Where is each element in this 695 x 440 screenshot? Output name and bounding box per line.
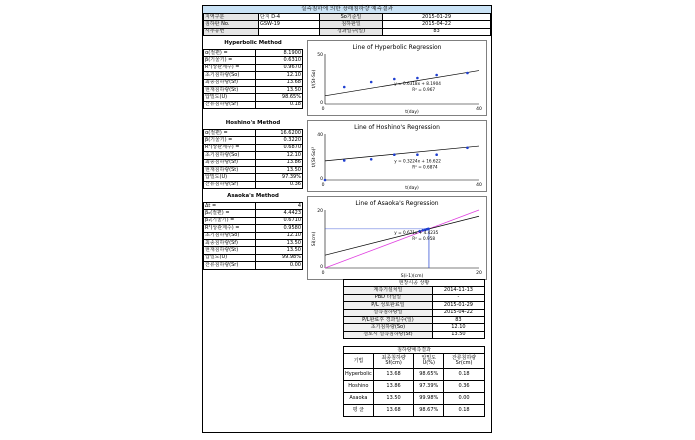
param-row bbox=[204, 64, 303, 71]
data-point bbox=[343, 159, 346, 162]
param-value: 13.50 bbox=[256, 239, 303, 246]
y-tick-label: 0 bbox=[320, 265, 323, 270]
param-row bbox=[204, 94, 303, 101]
r-squared-label: R² = 0.6874 bbox=[412, 164, 438, 170]
param-row bbox=[204, 166, 303, 173]
data-point bbox=[324, 179, 327, 182]
param-label: R²(상관계수) = bbox=[204, 225, 256, 232]
param-row bbox=[204, 159, 303, 166]
param-row bbox=[204, 152, 303, 159]
param-row bbox=[204, 181, 303, 188]
param-label: 압밀도(U) bbox=[204, 254, 256, 261]
param-row bbox=[204, 144, 303, 151]
param-value: 0.6710 bbox=[256, 217, 303, 224]
asaoka-heading: Asaoka's Method bbox=[227, 193, 279, 199]
results-cell: 평 균 bbox=[344, 405, 374, 417]
hyperbolic-heading: Hyperbolic Method bbox=[224, 40, 282, 46]
param-value: 16.6200 bbox=[256, 130, 303, 137]
x-axis-label: S(i-1)(cm) bbox=[400, 274, 424, 279]
meta-value: 83 bbox=[383, 28, 491, 35]
x-axis-label: t(day) bbox=[405, 186, 419, 191]
meta-label: 경과일수(일) bbox=[320, 28, 383, 35]
regression-equation: y = 0.6318x + 8.1904 bbox=[394, 81, 441, 86]
asaoka-chart bbox=[307, 196, 487, 280]
report-title: 실측침하에 의한 장래침하량 예측결과 bbox=[203, 6, 491, 14]
param-value: 12.10 bbox=[256, 152, 303, 159]
data-point bbox=[435, 74, 438, 77]
site-row bbox=[344, 302, 485, 309]
meta-label: So기준일 bbox=[320, 14, 383, 21]
param-label: α(절편) = bbox=[204, 50, 256, 57]
x-tick-label: 40 bbox=[476, 183, 482, 188]
param-label: β₀(절편) = bbox=[204, 210, 256, 217]
param-value: 0.18 bbox=[256, 101, 303, 108]
x-tick-label: 0 bbox=[321, 183, 325, 188]
results-heading-row bbox=[344, 347, 485, 354]
results-cell: 13.68 bbox=[373, 405, 414, 417]
meta-value: 단지 D-4 bbox=[259, 14, 320, 21]
param-row bbox=[204, 232, 303, 239]
param-label: β₁(기울기) = bbox=[204, 217, 256, 224]
site-row bbox=[344, 309, 485, 316]
chart-title: Line of Asaoka's Regression bbox=[355, 200, 439, 207]
results-cell: 0.18 bbox=[444, 405, 485, 417]
meta-value bbox=[259, 28, 320, 35]
r-squared-label: R² = 0.958 bbox=[412, 236, 436, 241]
param-label: R²(상관계수) = bbox=[204, 144, 256, 151]
param-value: 99.98% bbox=[256, 254, 303, 261]
param-value: 0.9580 bbox=[256, 225, 303, 232]
hyperbolic-chart bbox=[307, 40, 487, 116]
param-value: 0.9670 bbox=[256, 64, 303, 71]
results-heading: 침하량예측결과 bbox=[344, 347, 485, 354]
param-row bbox=[204, 130, 303, 137]
data-point bbox=[435, 153, 438, 156]
results-header-cell: 압밀도 U(%) bbox=[414, 354, 444, 369]
site-row bbox=[344, 294, 485, 301]
param-value: 0.6310 bbox=[256, 57, 303, 64]
meta-value: 2015-04-22 bbox=[383, 21, 491, 28]
data-point bbox=[466, 147, 469, 150]
site-value: - bbox=[432, 294, 484, 301]
meta-label: 시추공번 bbox=[204, 28, 259, 35]
y-tick-label: 20 bbox=[317, 209, 323, 214]
y-axis-label: Si(cm) bbox=[312, 231, 317, 247]
site-label: 검토시 실측침하량(St) bbox=[344, 331, 433, 338]
x-tick-label: 0 bbox=[321, 271, 325, 276]
site-row bbox=[344, 316, 485, 323]
param-label: β(기울기) = bbox=[204, 57, 256, 64]
results-header-cell: 잔류침하량 Sr(cm) bbox=[444, 354, 485, 369]
site-value: 2015-04-22 bbox=[432, 309, 484, 316]
param-label: 잔류침하량(Sr) bbox=[204, 101, 256, 108]
param-label: α(절편) = bbox=[204, 130, 256, 137]
site-table bbox=[343, 279, 485, 339]
site-row bbox=[344, 324, 485, 331]
results-row bbox=[344, 405, 485, 417]
results-cell: 98.67% bbox=[414, 405, 444, 417]
site-heading-row bbox=[344, 280, 485, 287]
site-label: 실측침하량일 bbox=[344, 309, 433, 316]
site-label: PBD 타설일 bbox=[344, 294, 433, 301]
param-label: 최종침하량(Sf) bbox=[204, 159, 256, 166]
site-value: 2014-11-13 bbox=[432, 287, 484, 294]
param-value: 98.65% bbox=[256, 94, 303, 101]
results-row bbox=[344, 381, 485, 393]
hoshino-heading: Hoshino's Method bbox=[225, 120, 281, 126]
hoshino-table bbox=[203, 129, 303, 189]
report-document bbox=[202, 5, 492, 433]
param-value: 13.50 bbox=[256, 166, 303, 173]
param-value: 4 bbox=[256, 203, 303, 210]
param-label: 압밀도(U) bbox=[204, 174, 256, 181]
meta-label: 지역구분 bbox=[204, 14, 259, 21]
param-row bbox=[204, 174, 303, 181]
results-cell: Hoshino bbox=[344, 381, 374, 393]
param-value: 13.50 bbox=[256, 247, 303, 254]
chart-frame bbox=[308, 121, 487, 192]
regression-equation: y = 0.3224x + 16.622 bbox=[394, 158, 441, 164]
site-row bbox=[344, 287, 485, 294]
param-label: 잔류침하량(Sr) bbox=[204, 262, 256, 269]
param-label: 현재침하량(St) bbox=[204, 166, 256, 173]
y-tick-label: 50 bbox=[317, 53, 323, 58]
meta-label: 침하판일 bbox=[320, 21, 383, 28]
param-row bbox=[204, 247, 303, 254]
param-value: 97.39% bbox=[256, 174, 303, 181]
site-heading: 현장시공 상황 bbox=[344, 280, 485, 287]
results-cell: 98.65% bbox=[414, 369, 444, 381]
param-value: 0.00 bbox=[256, 262, 303, 269]
param-label: 잔류침하량(Sr) bbox=[204, 181, 256, 188]
chart-title: Line of Hyperbolic Regression bbox=[352, 44, 442, 51]
site-label: 계측기설치일 bbox=[344, 287, 433, 294]
param-value: 13.86 bbox=[256, 159, 303, 166]
param-row bbox=[204, 79, 303, 86]
meta-table bbox=[203, 13, 491, 36]
results-header-row bbox=[344, 354, 485, 369]
site-row bbox=[344, 331, 485, 338]
param-row bbox=[204, 217, 303, 224]
param-label: 압밀도(U) bbox=[204, 94, 256, 101]
results-header-cell: 최종침하량 Sf(cm) bbox=[373, 354, 414, 369]
param-label: β(기울기) = bbox=[204, 137, 256, 144]
hyperbolic-table bbox=[203, 49, 303, 109]
results-cell: 13.86 bbox=[373, 381, 414, 393]
param-label: 초기침하량(So) bbox=[204, 72, 256, 79]
param-value: 0.36 bbox=[256, 181, 303, 188]
param-label: 초기침하량(So) bbox=[204, 152, 256, 159]
site-label: P/L완료후 경과일수(일) bbox=[344, 316, 433, 323]
data-point bbox=[393, 153, 396, 156]
y-axis-label: t/(St-So) bbox=[312, 69, 317, 89]
param-label: Δt = bbox=[204, 203, 256, 210]
param-row bbox=[204, 203, 303, 210]
results-header-cell: 기법 bbox=[344, 354, 374, 369]
param-label: R²(상관계수) = bbox=[204, 64, 256, 71]
param-label: 현재침하량(St) bbox=[204, 247, 256, 254]
chart-title: Line of Hoshino's Regression bbox=[354, 124, 440, 131]
data-point bbox=[416, 77, 419, 80]
param-label: 초기침하량(So) bbox=[204, 232, 256, 239]
param-row bbox=[204, 210, 303, 217]
results-cell: Asaoka bbox=[344, 393, 374, 405]
param-row bbox=[204, 101, 303, 108]
x-tick-label: 0 bbox=[321, 107, 325, 112]
results-cell: 13.68 bbox=[373, 369, 414, 381]
asaoka-table bbox=[203, 202, 303, 270]
results-cell: 0.18 bbox=[444, 369, 485, 381]
site-value: 12.10 bbox=[432, 324, 484, 331]
site-value: 83 bbox=[432, 316, 484, 323]
x-tick-label: 40 bbox=[476, 107, 482, 112]
y-tick-label: 40 bbox=[317, 133, 323, 138]
data-point bbox=[370, 158, 373, 161]
site-value: 2015-01-29 bbox=[432, 302, 484, 309]
data-point bbox=[343, 86, 346, 89]
param-value: 13.68 bbox=[256, 79, 303, 86]
param-label: 현재침하량(St) bbox=[204, 86, 256, 93]
param-value: 12.10 bbox=[256, 232, 303, 239]
param-row bbox=[204, 50, 303, 57]
results-cell: 13.50 bbox=[373, 393, 414, 405]
meta-row bbox=[204, 28, 491, 35]
results-cell: 97.39% bbox=[414, 381, 444, 393]
site-label: 초기침하량(So) bbox=[344, 324, 433, 331]
meta-value: 2015-01-29 bbox=[383, 14, 491, 21]
data-point bbox=[416, 153, 419, 156]
param-row bbox=[204, 225, 303, 232]
param-value: 0.3220 bbox=[256, 137, 303, 144]
param-value: 12.10 bbox=[256, 72, 303, 79]
results-cell: 0.00 bbox=[444, 393, 485, 405]
meta-row bbox=[204, 21, 491, 28]
meta-label: 침하판 No. bbox=[204, 21, 259, 28]
param-row bbox=[204, 86, 303, 93]
y-axis-label: t/(St-So)² bbox=[312, 146, 317, 168]
param-value: 4.4423 bbox=[256, 210, 303, 217]
results-cell: Hyperbolic bbox=[344, 369, 374, 381]
param-row bbox=[204, 239, 303, 246]
param-label: 최종침하량(Sf) bbox=[204, 239, 256, 246]
meta-row bbox=[204, 14, 491, 21]
param-value: 13.50 bbox=[256, 86, 303, 93]
site-label: P/L 성토완료일 bbox=[344, 302, 433, 309]
data-point bbox=[466, 72, 469, 75]
results-row bbox=[344, 393, 485, 405]
regression-equation: y = 0.671x + 4.4235 bbox=[394, 230, 439, 235]
y-tick-label: 0 bbox=[320, 177, 323, 182]
site-value: 13.50 bbox=[432, 331, 484, 338]
param-row bbox=[204, 72, 303, 79]
x-axis-label: t(day) bbox=[405, 110, 419, 115]
results-cell: 99.98% bbox=[414, 393, 444, 405]
results-row bbox=[344, 369, 485, 381]
results-table bbox=[343, 346, 485, 417]
meta-value: GSW-19 bbox=[259, 21, 320, 28]
param-row bbox=[204, 137, 303, 144]
hoshino-chart bbox=[307, 120, 487, 192]
param-value: 0.6870 bbox=[256, 144, 303, 151]
param-value: 8.1900 bbox=[256, 50, 303, 57]
param-row bbox=[204, 262, 303, 269]
x-tick-label: 20 bbox=[476, 271, 482, 276]
data-point bbox=[393, 78, 396, 81]
chart-frame bbox=[308, 197, 487, 280]
r-squared-label: R² = 0.967 bbox=[412, 87, 436, 92]
param-row bbox=[204, 57, 303, 64]
param-label: 최종침하량(Sf) bbox=[204, 79, 256, 86]
results-cell: 0.36 bbox=[444, 381, 485, 393]
param-row bbox=[204, 254, 303, 261]
data-point bbox=[370, 81, 373, 84]
y-tick-label: 0 bbox=[320, 101, 323, 106]
